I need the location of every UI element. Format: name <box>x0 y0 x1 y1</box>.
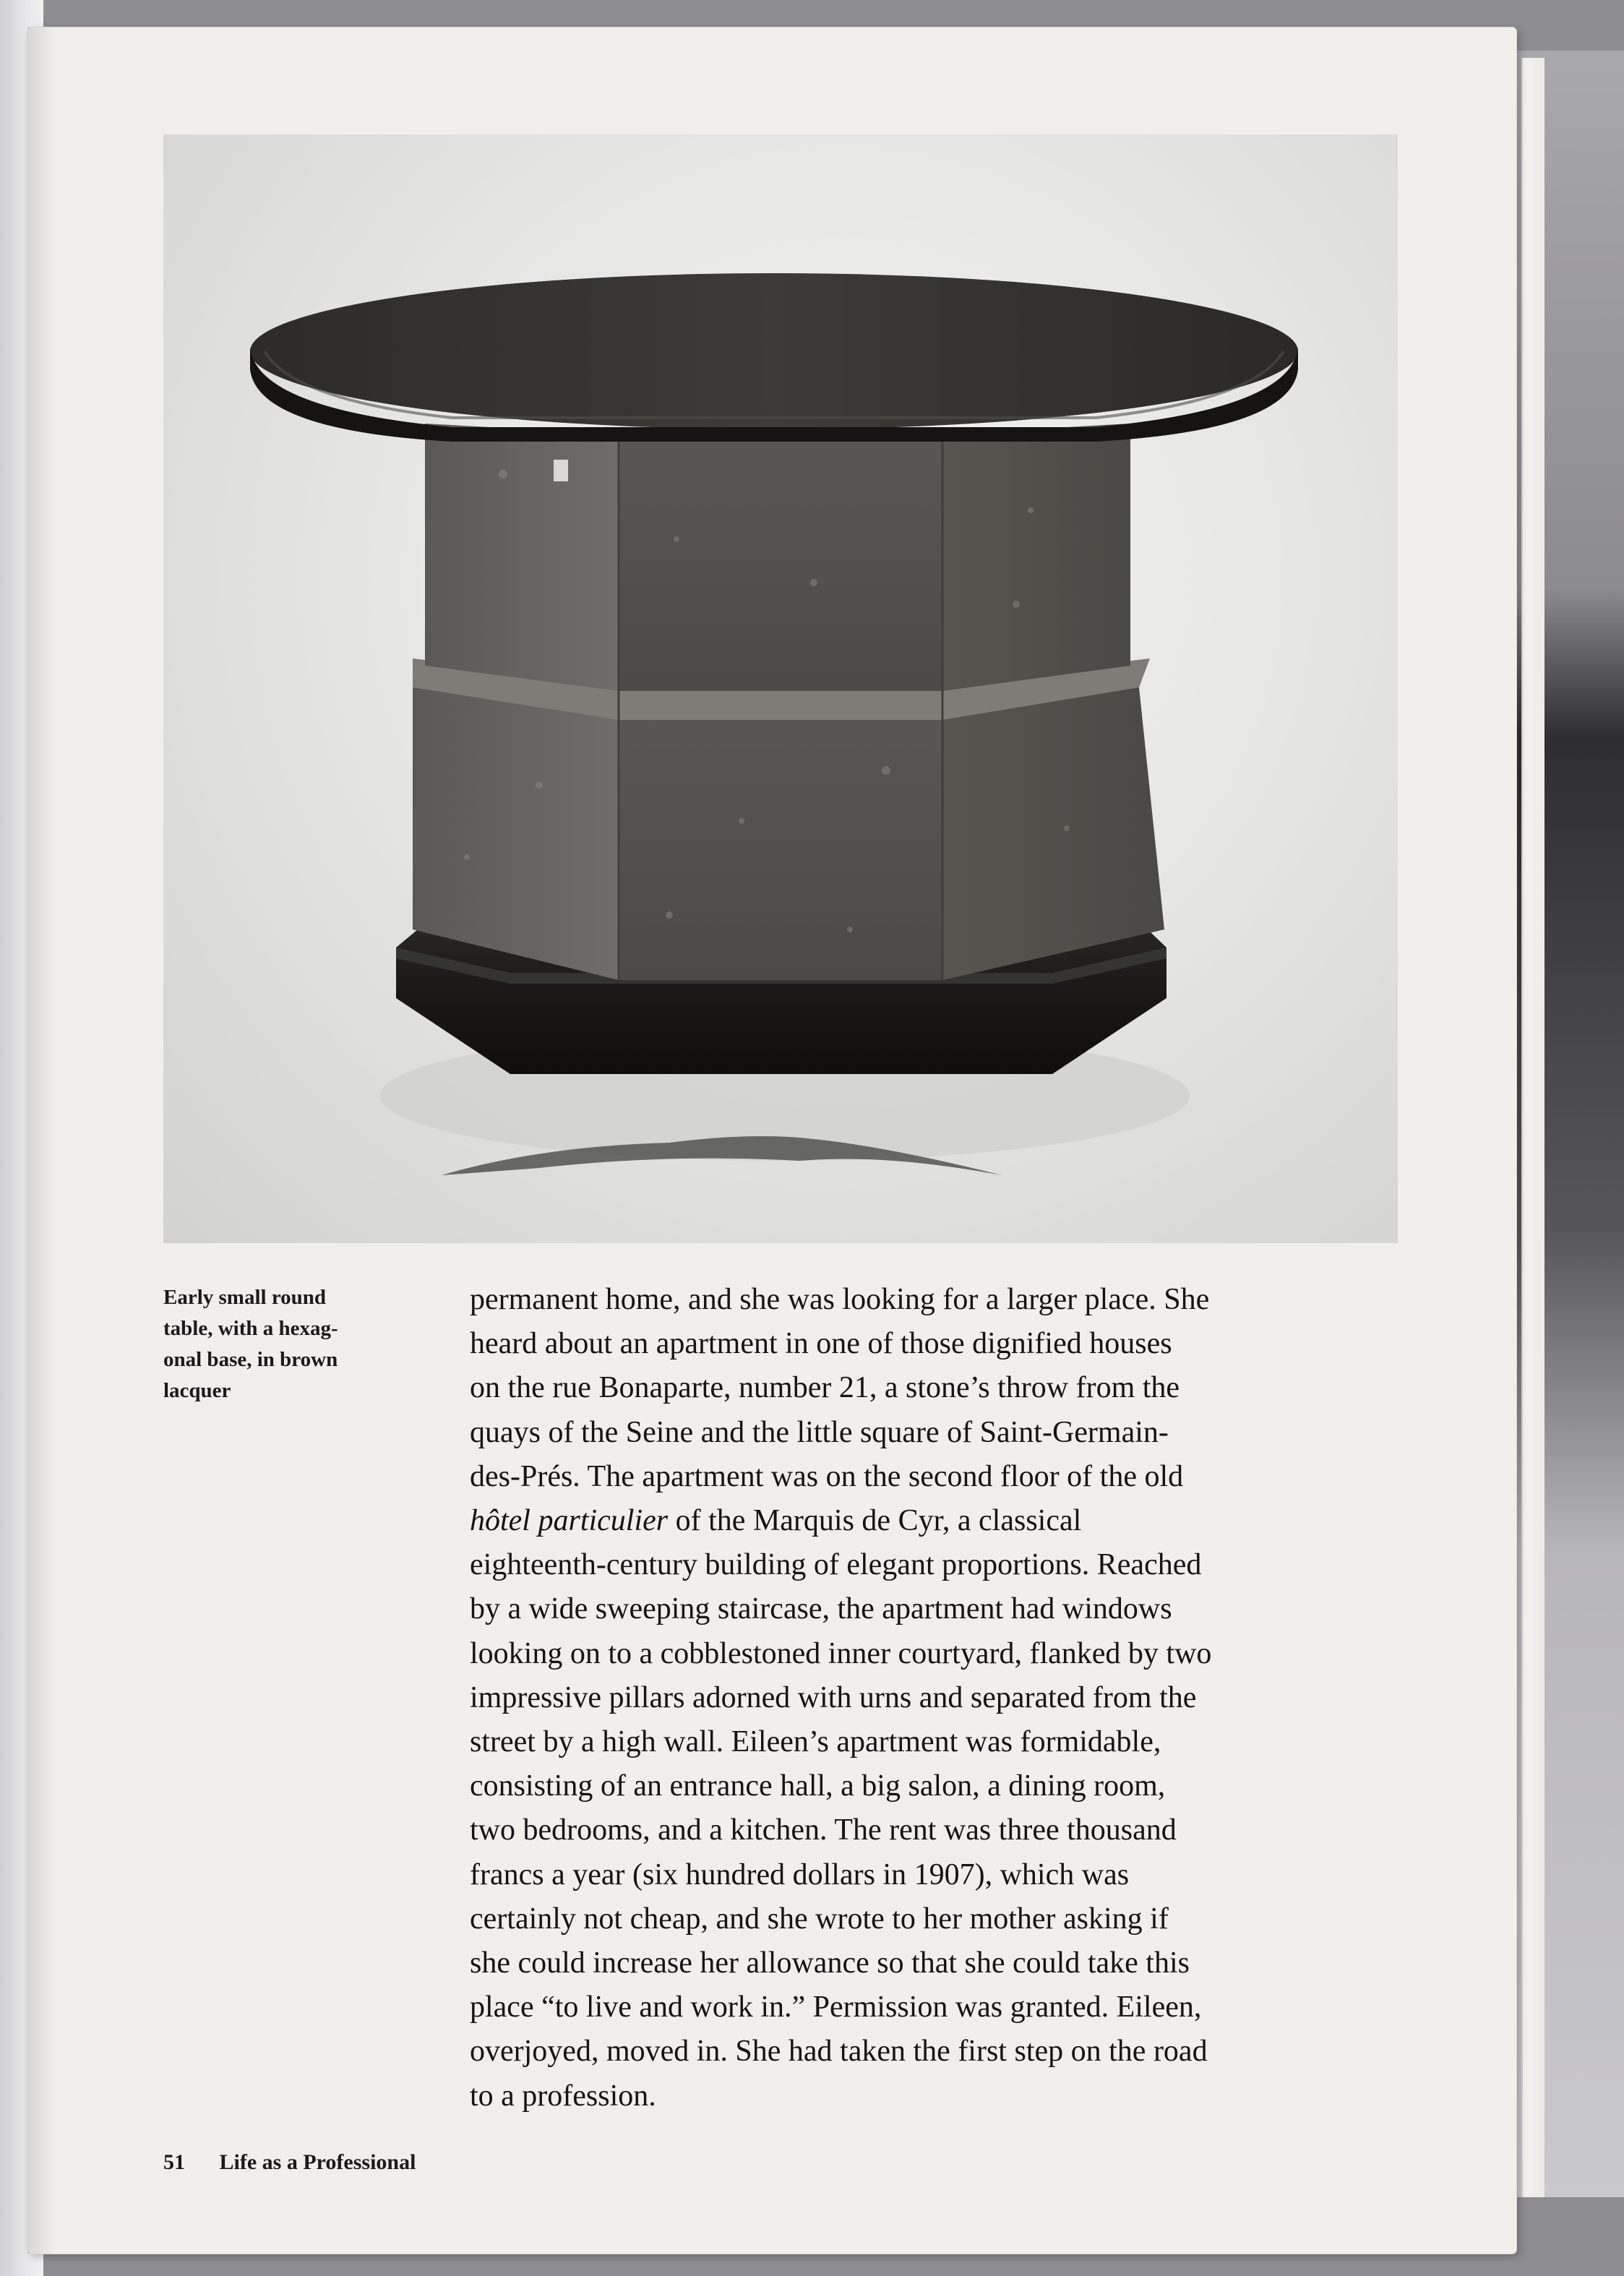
table-photograph <box>163 134 1398 1243</box>
page-footer <box>163 2150 416 2175</box>
text-line: eighteenth-century building of elegant proportions. Reached <box>470 1548 1202 1582</box>
text-line: looking on to a cobblestoned inner courtyard, flanked by two <box>470 1636 1212 1670</box>
base-lower-left-face <box>413 687 619 980</box>
body-text <box>470 1278 1380 2118</box>
text-line: heard about an apartment in one of those dignified houses <box>470 1327 1172 1361</box>
text-line: certainly not cheap, and she wrote to her mother asking if <box>470 1902 1169 1936</box>
tabletop-surface <box>250 273 1298 429</box>
caption-line: table, with a hexag- <box>163 1317 338 1340</box>
text-line: overjoyed, moved in. She had taken the first step on the road <box>470 2035 1208 2069</box>
caption-line: onal base, in brown <box>163 1348 338 1371</box>
text-line: impressive pillars adorned with urns and separated from the <box>470 1680 1197 1714</box>
base-lower-right-face <box>942 687 1164 980</box>
text-line: street by a high wall. Eileen’s apartment was formidable, <box>470 1725 1161 1759</box>
caption-line: Early small round <box>163 1286 327 1309</box>
table-illustration <box>163 134 1398 1243</box>
text-line: to a profession. <box>470 2079 656 2113</box>
text-line: consisting of an entrance hall, a big salon, a dining room, <box>470 1769 1166 1803</box>
italic-phrase: hôtel particulier <box>470 1504 669 1538</box>
page-number: 51 <box>163 2150 185 2174</box>
text-line: quays of the Seine and the little square of Saint-Germain- <box>470 1415 1169 1449</box>
text-line: on the rue Bonaparte, number 21, a stone’s throw from the <box>470 1371 1180 1405</box>
base-upper-left-face <box>425 424 619 691</box>
base-upper-right-face <box>942 424 1130 691</box>
text-line <box>470 1499 1380 1543</box>
section-title: Life as a Professional <box>219 2150 416 2174</box>
page-gutter-shadow <box>27 27 56 2254</box>
base-upper-front-face <box>619 434 942 691</box>
text-line-rest: of the Marquis de Cyr, a classical <box>675 1504 1082 1538</box>
text-line: by a wide sweeping staircase, the apartment had windows <box>470 1592 1172 1626</box>
base-lower-front-face <box>619 716 942 980</box>
text-line: des-Prés. The apartment was on the second floor of the old <box>470 1459 1184 1493</box>
photo-caption <box>163 1282 409 1407</box>
text-line: she could increase her allowance so that she could take this <box>470 1946 1190 1980</box>
book-page-edges <box>1521 58 1544 2197</box>
text-line: permanent home, and she was looking for a larger place. She <box>470 1283 1210 1316</box>
caption-line: lacquer <box>163 1379 231 1402</box>
text-line: two bedrooms, and a kitchen. The rent was three thousand <box>470 1813 1177 1847</box>
text-line: place “to live and work in.” Permission was granted. Eileen, <box>470 1991 1202 2024</box>
text-line: francs a year (six hundred dollars in 1907), which was <box>470 1858 1130 1891</box>
base-chip-mark <box>554 460 568 481</box>
